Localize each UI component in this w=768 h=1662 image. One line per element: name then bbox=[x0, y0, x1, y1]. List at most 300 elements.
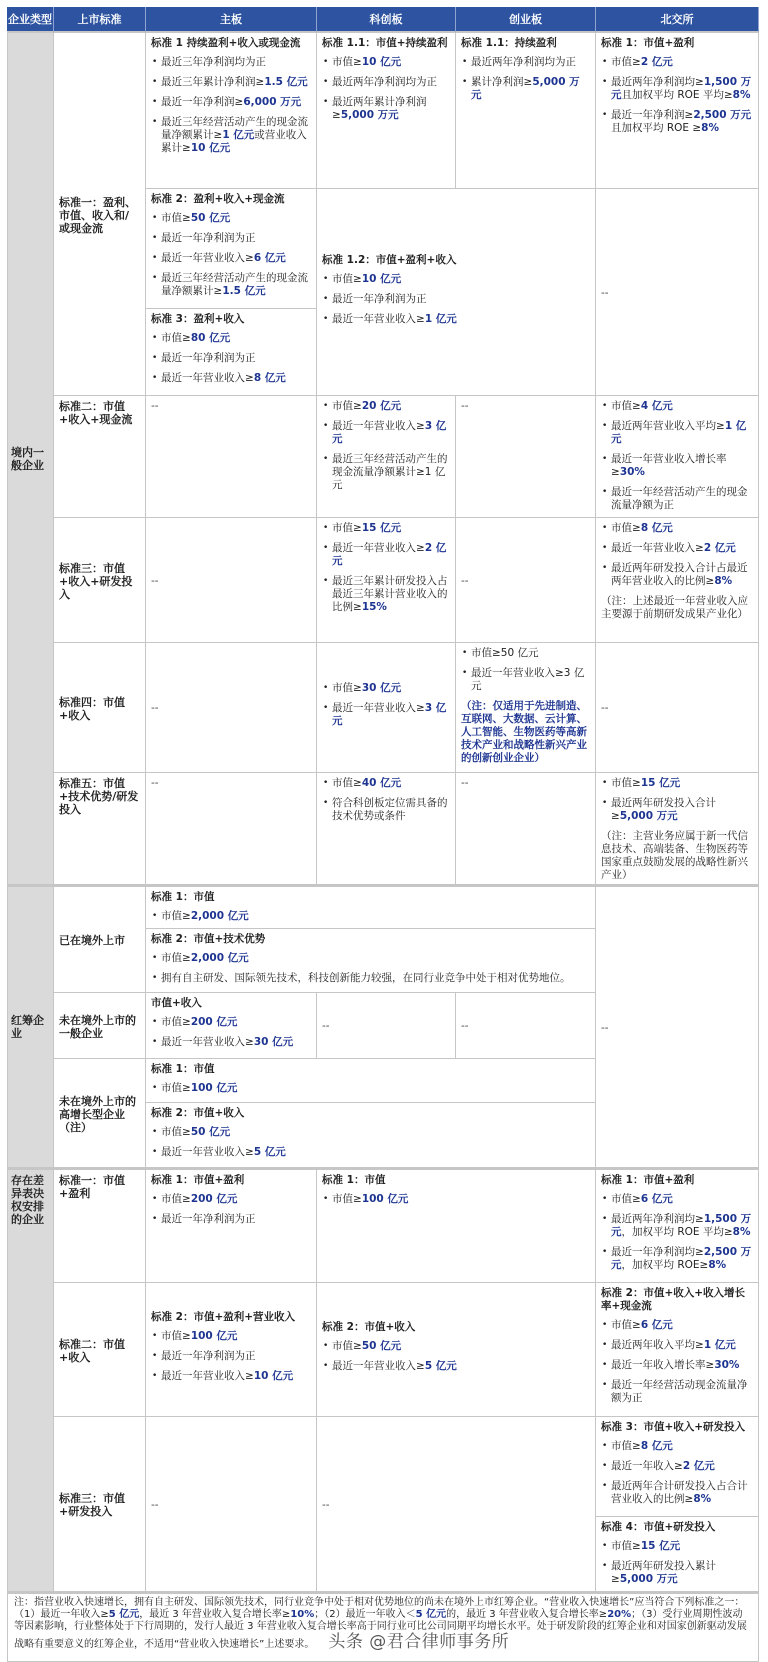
text-segment: 最近一年经营活动产生的现金流量净额为正 bbox=[611, 486, 748, 511]
criteria-item bbox=[461, 56, 590, 69]
criteria-title: 标准 1：市值+盈利 bbox=[601, 37, 695, 49]
criteria-item bbox=[601, 1540, 753, 1553]
text-segment: 市值≥ bbox=[611, 56, 641, 68]
enterprise-type-cell bbox=[7, 885, 54, 1168]
text-segment: 最近两年合计研发投入占合计营业收入的比例≥ bbox=[611, 1480, 748, 1505]
criteria-item bbox=[322, 56, 450, 69]
criteria-item bbox=[601, 56, 753, 69]
criteria-title: 标准 1.2：市值+盈利+收入 bbox=[322, 253, 457, 266]
highlight-value: 2,000 亿元 bbox=[190, 952, 249, 964]
standard-label: 标准三：市值+收入+研发投入 bbox=[59, 561, 133, 601]
criteria-cell bbox=[596, 773, 759, 885]
highlight-value: 10 亿元 bbox=[361, 272, 402, 285]
text-segment: 市值≥ bbox=[332, 272, 362, 285]
not-applicable-dash: -- bbox=[601, 286, 609, 299]
highlight-value: 50 亿元 bbox=[361, 1340, 402, 1352]
criteria-item bbox=[601, 777, 753, 790]
criteria-item bbox=[151, 332, 311, 345]
criteria-item bbox=[601, 1193, 753, 1206]
not-applicable-dash: -- bbox=[322, 1498, 330, 1511]
criteria-item bbox=[151, 972, 590, 985]
text-segment: 最近两年净利润均≥ bbox=[611, 1213, 704, 1225]
text-segment: 市值≥ bbox=[332, 682, 362, 694]
criteria-cell bbox=[317, 643, 456, 773]
criteria-item bbox=[151, 1213, 311, 1226]
criteria-title: 标准 1：市值 bbox=[322, 1174, 386, 1186]
not-applicable-dash: -- bbox=[151, 702, 159, 714]
text-segment: 市值≥ bbox=[161, 952, 191, 964]
highlight-value: 5 亿元 bbox=[253, 1146, 286, 1158]
criteria-cell bbox=[146, 773, 317, 885]
highlight-value: 50 亿元 bbox=[190, 212, 231, 224]
highlight-value: 2,000 亿元 bbox=[190, 910, 249, 922]
not-applicable-dash: -- bbox=[151, 777, 159, 789]
criteria-cell bbox=[596, 33, 759, 189]
text-segment: 最近两年累计净利润≥ bbox=[332, 96, 427, 121]
criteria-item bbox=[322, 273, 590, 286]
criteria-item bbox=[601, 1440, 753, 1453]
text-segment: 市值≥ bbox=[161, 1330, 191, 1342]
highlight-value: 10 亿元 bbox=[253, 1370, 294, 1382]
criteria-cell bbox=[456, 643, 596, 773]
highlight-value: 5,000 万元 bbox=[619, 810, 678, 822]
column-header: 创业板 bbox=[456, 7, 596, 33]
text-segment: 最近三年经营活动产生的现金流量净额累计≥ bbox=[161, 116, 308, 141]
text-segment: 注：指营业收入快速增长，拥有自主研发、国际领先技术，同行业竞争中处于相对优势地位的尚未在境外上市红筹企业。“营业收入快速增长”应当符合下列标准之一：（1）最近一年收入≥ bbox=[14, 1597, 745, 1620]
criteria-cell bbox=[317, 1417, 596, 1592]
text-segment: 市值≥ bbox=[161, 1193, 191, 1205]
criteria-item bbox=[322, 420, 450, 446]
text-segment: 市值≥50 亿元 bbox=[471, 647, 539, 659]
text-segment: 市值≥ bbox=[611, 1319, 641, 1331]
criteria-note: （注：上述最近一年营业收入应主要源于前期研发成果产业化） bbox=[601, 595, 748, 620]
highlight-value: 8 亿元 bbox=[640, 522, 673, 534]
criteria-cell bbox=[317, 773, 456, 885]
criteria-title: 标准 1：市值+盈利 bbox=[151, 1174, 245, 1186]
criteria-cell bbox=[146, 518, 317, 643]
criteria-item bbox=[322, 575, 450, 614]
criteria-cell bbox=[317, 1283, 596, 1417]
text-segment: 市值≥ bbox=[611, 1540, 641, 1552]
highlight-value: 200 亿元 bbox=[190, 1016, 238, 1028]
highlight-value: 200 亿元 bbox=[190, 1193, 238, 1205]
text-segment: 最近一年净利润均≥ bbox=[611, 1246, 704, 1258]
text-segment: 符合科创板定位需具备的技术优势或条件 bbox=[332, 797, 448, 822]
text-segment: 最近三年净利润均为正 bbox=[161, 56, 266, 68]
text-segment: 最近一年营业收入≥ bbox=[332, 1360, 425, 1372]
highlight-value: 1,500 万元 bbox=[611, 1213, 752, 1238]
criteria-item bbox=[601, 1319, 753, 1332]
criteria-title: 标准 2：盈利+收入+现金流 bbox=[151, 193, 285, 205]
standard-label: 标准五：市值+技术优势/研发投入 bbox=[59, 777, 139, 816]
text-segment: 最近三年经营活动产生的现金流量净额累计≥ bbox=[161, 272, 308, 297]
text-segment: 最近一年营业收入增长率≥ bbox=[611, 453, 727, 478]
criteria-item bbox=[151, 116, 311, 155]
text-segment: 市值≥ bbox=[332, 522, 362, 534]
text-segment: 最近一年净利润≥ bbox=[611, 109, 694, 121]
highlight-value: 8% bbox=[708, 1259, 727, 1271]
highlight-value: 30 亿元 bbox=[361, 682, 402, 694]
criteria-item bbox=[151, 1126, 590, 1139]
criteria-item bbox=[601, 109, 753, 135]
text-segment: ，加权平均 ROE 平均≥ bbox=[621, 1226, 733, 1238]
highlight-value: 100 亿元 bbox=[190, 1330, 238, 1342]
standard-label-cell bbox=[54, 33, 146, 396]
text-segment: 且加权平均 ROE ≥ bbox=[611, 122, 702, 134]
footnote bbox=[7, 1592, 759, 1662]
highlight-value: 5 亿元 bbox=[415, 1609, 447, 1620]
text-segment: 最近两年净利润均≥ bbox=[611, 76, 704, 88]
text-segment: 最近一年营业收入≥3 亿元 bbox=[471, 667, 585, 692]
highlight-value: 8% bbox=[693, 1493, 712, 1505]
standard-label-cell bbox=[54, 1417, 146, 1592]
highlight-value: 5,000 万元 bbox=[619, 1573, 678, 1585]
criteria-item bbox=[322, 1193, 590, 1206]
text-segment: 最近一年收入≥ bbox=[611, 1460, 683, 1472]
text-segment: 最近一年营业收入≥ bbox=[161, 1370, 254, 1382]
criteria-cell bbox=[317, 518, 456, 643]
listing-standards-table bbox=[7, 7, 759, 1662]
highlight-value: 20 亿元 bbox=[361, 400, 402, 412]
text-segment: 最近两年净利润均为正 bbox=[332, 76, 437, 88]
criteria-item bbox=[322, 682, 450, 695]
criteria-cell bbox=[456, 396, 596, 518]
criteria-cell bbox=[596, 1283, 759, 1417]
highlight-value: 5 亿元 bbox=[108, 1609, 140, 1620]
criteria-item bbox=[151, 1330, 311, 1343]
criteria-item bbox=[601, 1460, 753, 1473]
not-applicable-dash: -- bbox=[461, 1020, 469, 1032]
highlight-value: 2 亿元 bbox=[332, 542, 447, 567]
text-segment: 市值≥ bbox=[161, 1082, 191, 1094]
text-segment: 市值≥ bbox=[332, 1193, 362, 1205]
standard-label: 标准一：盈利、市值、收入和/或现金流 bbox=[59, 195, 136, 235]
not-applicable-dash: -- bbox=[461, 777, 469, 789]
highlight-value: 6 亿元 bbox=[640, 1193, 673, 1205]
not-applicable-dash: -- bbox=[461, 400, 469, 412]
highlight-value: 10 亿元 bbox=[190, 142, 231, 154]
criteria-cell bbox=[456, 33, 596, 189]
criteria-item bbox=[322, 400, 450, 413]
criteria-item bbox=[151, 56, 311, 69]
criteria-item bbox=[601, 522, 753, 535]
standard-label: 标准三：市值+研发投入 bbox=[59, 1492, 125, 1518]
criteria-cell bbox=[456, 773, 596, 885]
text-segment: 最近一年净利润≥ bbox=[161, 96, 244, 108]
standard-label: 未在境外上市的高增长型企业（注） bbox=[59, 1094, 136, 1134]
standard-label: 标准一：市值+盈利 bbox=[59, 1174, 125, 1200]
criteria-cell bbox=[317, 993, 456, 1059]
criteria-item bbox=[601, 486, 753, 512]
not-applicable-dash: -- bbox=[151, 1498, 159, 1511]
text-segment: 市值≥ bbox=[611, 777, 641, 789]
highlight-value: 100 亿元 bbox=[190, 1082, 238, 1094]
text-segment: 最近一年营业收入≥ bbox=[161, 1036, 254, 1048]
text-segment: 累计净利润≥ bbox=[471, 76, 533, 88]
highlight-value: 1.5 亿元 bbox=[222, 285, 266, 297]
criteria-cell bbox=[146, 396, 317, 518]
highlight-value: 8% bbox=[701, 122, 719, 134]
criteria-title: 标准 3：盈利+收入 bbox=[151, 313, 245, 325]
criteria-cell bbox=[146, 1103, 596, 1168]
highlight-value: 8% bbox=[732, 89, 751, 101]
highlight-value: 4 亿元 bbox=[640, 400, 673, 412]
not-applicable-dash: -- bbox=[151, 574, 159, 587]
criteria-item bbox=[151, 232, 311, 245]
highlight-value: 30% bbox=[619, 466, 645, 478]
text-segment: 拥有自主研发、国际领先技术，科技创新能力较强，在同行业竞争中处于相对优势地位。 bbox=[161, 972, 571, 984]
text-segment: 且加权平均 ROE 平均≥ bbox=[621, 89, 733, 101]
text-segment: ，最近 3 年营业收入复合增长率≥ bbox=[139, 1609, 291, 1620]
criteria-item bbox=[601, 1213, 753, 1239]
criteria-cell bbox=[146, 1059, 596, 1103]
text-segment: ，加权平均 ROE≥ bbox=[621, 1259, 709, 1271]
criteria-item bbox=[601, 542, 753, 555]
text-segment: 最近一年净利润为正 bbox=[161, 352, 256, 364]
criteria-cell bbox=[596, 518, 759, 643]
column-header: 主板 bbox=[146, 7, 317, 33]
highlight-value: 1 亿元 bbox=[703, 1339, 736, 1351]
criteria-title: 标准 1.1：持续盈利 bbox=[461, 37, 557, 49]
text-segment: 最近一年营业收入≥ bbox=[161, 372, 254, 384]
criteria-title: 标准 1.1：市值+持续盈利 bbox=[322, 37, 448, 49]
criteria-item bbox=[151, 1036, 311, 1049]
enterprise-type: 存在差异表决权安排的企业 bbox=[11, 1174, 44, 1226]
criteria-cell bbox=[146, 643, 317, 773]
criteria-item bbox=[151, 372, 311, 385]
criteria-item bbox=[601, 1359, 753, 1372]
criteria-item bbox=[461, 76, 590, 102]
criteria-note: （注：主营业务应属于新一代信息技术、高端装备、生物医药等国家重点鼓励发展的战略性新兴产业） bbox=[601, 830, 748, 881]
criteria-cell bbox=[596, 643, 759, 773]
standard-label-cell bbox=[54, 885, 146, 993]
highlight-value: 1,500 万元 bbox=[611, 76, 752, 101]
criteria-title: 市值+收入 bbox=[151, 997, 202, 1009]
highlight-value: 40 亿元 bbox=[361, 777, 402, 789]
standard-label: 已在境外上市 bbox=[59, 934, 125, 947]
text-segment: 最近一年净利润为正 bbox=[332, 292, 427, 305]
text-segment: 最近两年收入平均≥ bbox=[611, 1339, 704, 1351]
criteria-cell bbox=[146, 929, 596, 993]
criteria-item bbox=[322, 1340, 590, 1353]
text-segment: 市值≥ bbox=[161, 332, 191, 344]
criteria-cell bbox=[317, 1168, 596, 1283]
criteria-item bbox=[322, 542, 450, 568]
criteria-item bbox=[601, 76, 753, 102]
standard-label-cell bbox=[54, 1059, 146, 1168]
text-segment: 最近三年累计净利润≥ bbox=[161, 76, 265, 88]
criteria-cell bbox=[317, 189, 596, 396]
highlight-value: 10% bbox=[290, 1609, 315, 1620]
criteria-cell bbox=[317, 33, 456, 189]
highlight-value: 20% bbox=[607, 1609, 632, 1620]
text-segment: 最近一年营业收入≥ bbox=[161, 1146, 254, 1158]
standard-label-cell bbox=[54, 773, 146, 885]
text-segment: ；（2）最近一年收入＜ bbox=[314, 1609, 416, 1620]
criteria-item bbox=[151, 1082, 590, 1095]
standard-label-cell bbox=[54, 1168, 146, 1283]
criteria-cell bbox=[146, 885, 596, 929]
highlight-value: 15 亿元 bbox=[640, 777, 681, 789]
column-header: 北交所 bbox=[596, 7, 759, 33]
criteria-title: 标准 4：市值+研发投入 bbox=[601, 1521, 716, 1533]
criteria-title: 标准 1：市值+盈利 bbox=[601, 1174, 695, 1186]
text-segment: 最近一年营业收入≥ bbox=[611, 542, 704, 554]
text-segment: 的，最近 3 年营业收入复合增长率≥ bbox=[446, 1609, 608, 1620]
column-header: 上市标准 bbox=[54, 7, 146, 33]
criteria-title: 标准 2：市值+收入 bbox=[322, 1321, 416, 1333]
highlight-value: 1 亿元 bbox=[222, 129, 255, 141]
highlight-value: 5,000 万元 bbox=[340, 109, 399, 121]
text-segment: 最近一年营业收入≥ bbox=[332, 420, 425, 432]
enterprise-type-cell bbox=[7, 1168, 54, 1592]
not-applicable-dash: -- bbox=[601, 702, 609, 714]
text-segment: 最近两年净利润均为正 bbox=[471, 56, 576, 68]
highlight-value: 8% bbox=[714, 575, 733, 587]
highlight-value: 100 亿元 bbox=[361, 1193, 409, 1205]
highlight-value: 1 亿元 bbox=[424, 312, 457, 325]
standard-label-cell bbox=[54, 396, 146, 518]
criteria-title: 标准 1：市值 bbox=[151, 891, 215, 903]
criteria-cell bbox=[146, 1168, 317, 1283]
text-segment: 最近一年净利润为正 bbox=[161, 232, 256, 244]
highlight-value: 5 亿元 bbox=[424, 1360, 457, 1372]
text-segment: 市值≥ bbox=[332, 1340, 362, 1352]
text-segment: 最近三年经营活动产生的现金流量净额累计≥1 亿元 bbox=[332, 453, 448, 491]
text-segment: 最近一年营业收入≥ bbox=[332, 702, 425, 714]
text-segment: 最近两年营业收入平均≥ bbox=[611, 420, 725, 432]
criteria-item bbox=[322, 96, 450, 122]
standard-label-cell bbox=[54, 1283, 146, 1417]
text-segment: 或营业收入累计≥ bbox=[161, 129, 307, 154]
text-segment: 最近一年营业收入≥ bbox=[161, 252, 254, 264]
criteria-cell bbox=[317, 396, 456, 518]
criteria-cell bbox=[146, 189, 317, 309]
standard-label: 标准四：市值+收入 bbox=[59, 695, 125, 722]
not-applicable-dash: -- bbox=[151, 400, 159, 412]
standard-label-cell bbox=[54, 643, 146, 773]
highlight-value: 2 亿元 bbox=[640, 56, 673, 68]
text-segment: 市值≥ bbox=[332, 400, 362, 412]
criteria-cell bbox=[596, 1168, 759, 1283]
column-header: 企业类型 bbox=[7, 7, 54, 33]
criteria-item bbox=[601, 1379, 753, 1405]
text-segment: 最近一年营业收入≥ bbox=[332, 312, 425, 325]
not-applicable-dash: -- bbox=[461, 574, 469, 587]
not-applicable-dash: -- bbox=[322, 1020, 330, 1032]
criteria-cell bbox=[596, 189, 759, 396]
criteria-item bbox=[151, 272, 311, 298]
highlight-value: 2 亿元 bbox=[703, 542, 736, 554]
criteria-item bbox=[151, 910, 590, 923]
text-segment: ；（3）受行业周期性波动等因素影响，行业整体处于下行周期的，发行人最近 3 年营业收入复合增长率高于同行业可比公司同期平均增长水平。处于研发阶段的红筹企业和对国家创新驱动发展战略有重要意义的红筹企业，不适用“营业收入快速增长”上述要求。 bbox=[14, 1609, 747, 1650]
criteria-item bbox=[151, 1146, 590, 1159]
highlight-value: 1.5 亿元 bbox=[264, 76, 308, 88]
criteria-item bbox=[601, 1246, 753, 1272]
criteria-title: 标准 2：市值+技术优势 bbox=[151, 933, 266, 945]
criteria-item bbox=[322, 797, 450, 823]
criteria-item bbox=[322, 777, 450, 790]
text-segment: 最近两年研发投入累计≥ bbox=[611, 1560, 716, 1585]
standard-label-cell bbox=[54, 518, 146, 643]
highlight-value: 2 亿元 bbox=[682, 1460, 715, 1472]
criteria-item bbox=[322, 702, 450, 728]
criteria-item bbox=[151, 212, 311, 225]
text-segment: 市值≥ bbox=[161, 1016, 191, 1028]
highlight-value: 30% bbox=[714, 1359, 740, 1371]
criteria-item bbox=[151, 352, 311, 365]
highlight-value: 8 亿元 bbox=[253, 372, 286, 384]
criteria-item bbox=[461, 667, 590, 693]
highlight-value: 80 亿元 bbox=[190, 332, 231, 344]
criteria-title: 标准 1 持续盈利+收入或现金流 bbox=[151, 37, 301, 49]
highlight-value: 2,500 万元 bbox=[693, 109, 752, 121]
standard-label: 标准二：市值+收入+现金流 bbox=[59, 400, 133, 426]
text-segment: 市值≥ bbox=[611, 1440, 641, 1452]
criteria-item bbox=[601, 400, 753, 413]
highlight-value: 15 亿元 bbox=[640, 1540, 681, 1552]
enterprise-type: 红筹企业 bbox=[11, 1014, 44, 1040]
not-applicable-dash: -- bbox=[601, 1021, 609, 1034]
standard-label-cell bbox=[54, 993, 146, 1059]
criteria-cell bbox=[146, 309, 317, 396]
text-segment: 市值≥ bbox=[332, 777, 362, 789]
criteria-cell bbox=[596, 396, 759, 518]
text-segment: 最近一年净利润为正 bbox=[161, 1213, 256, 1225]
criteria-cell bbox=[146, 1417, 317, 1592]
text-segment: 市值≥ bbox=[611, 522, 641, 534]
text-segment: 市值≥ bbox=[161, 212, 191, 224]
criteria-cell bbox=[456, 518, 596, 643]
criteria-item bbox=[322, 313, 590, 326]
criteria-title: 标准 2：市值+收入+收入增长率+现金流 bbox=[601, 1287, 746, 1312]
highlight-value: 8% bbox=[732, 1226, 751, 1238]
text-segment: 最近一年净利润为正 bbox=[161, 1350, 256, 1362]
highlight-value: 3 亿元 bbox=[332, 420, 447, 445]
criteria-title: 标准 1：市值 bbox=[151, 1063, 215, 1075]
criteria-cell bbox=[596, 1417, 759, 1517]
highlight-value: 15% bbox=[361, 601, 387, 613]
text-segment: 最近一年经营活动现金流量净额为正 bbox=[611, 1379, 748, 1404]
criteria-cell bbox=[146, 993, 317, 1059]
criteria-item bbox=[151, 1193, 311, 1206]
text-segment: 最近一年收入增长率≥ bbox=[611, 1359, 715, 1371]
highlight-value: 5,000 万元 bbox=[471, 76, 580, 101]
criteria-cell bbox=[456, 993, 596, 1059]
criteria-note: （注：仅适用于先进制造、互联网、大数据、云计算、人工智能、生物医药等高新技术产业和战略性新兴产业的创新创业企业） bbox=[461, 700, 587, 764]
criteria-item bbox=[322, 522, 450, 535]
criteria-item bbox=[151, 76, 311, 89]
criteria-item bbox=[322, 76, 450, 89]
standard-label: 未在境外上市的一般企业 bbox=[59, 1013, 136, 1040]
highlight-value: 50 亿元 bbox=[190, 1126, 231, 1138]
text-segment: 最近两年研发投入合计占最近两年营业收入的比例≥ bbox=[611, 562, 748, 587]
criteria-item bbox=[322, 1360, 590, 1373]
highlight-value: 15 亿元 bbox=[361, 522, 402, 534]
criteria-cell bbox=[596, 885, 759, 1168]
criteria-title: 标准 2：市值+盈利+营业收入 bbox=[151, 1311, 296, 1323]
highlight-value: 6,000 万元 bbox=[243, 96, 302, 108]
criteria-item bbox=[151, 1350, 311, 1363]
criteria-cell bbox=[146, 33, 317, 189]
criteria-item bbox=[601, 562, 753, 588]
criteria-item bbox=[601, 1480, 753, 1506]
column-header: 科创板 bbox=[317, 7, 456, 33]
highlight-value: 6 亿元 bbox=[640, 1319, 673, 1331]
footnote-text bbox=[14, 1597, 752, 1651]
text-segment: 市值≥ bbox=[332, 56, 362, 68]
criteria-title: 标准 2：市值+收入 bbox=[151, 1107, 245, 1119]
